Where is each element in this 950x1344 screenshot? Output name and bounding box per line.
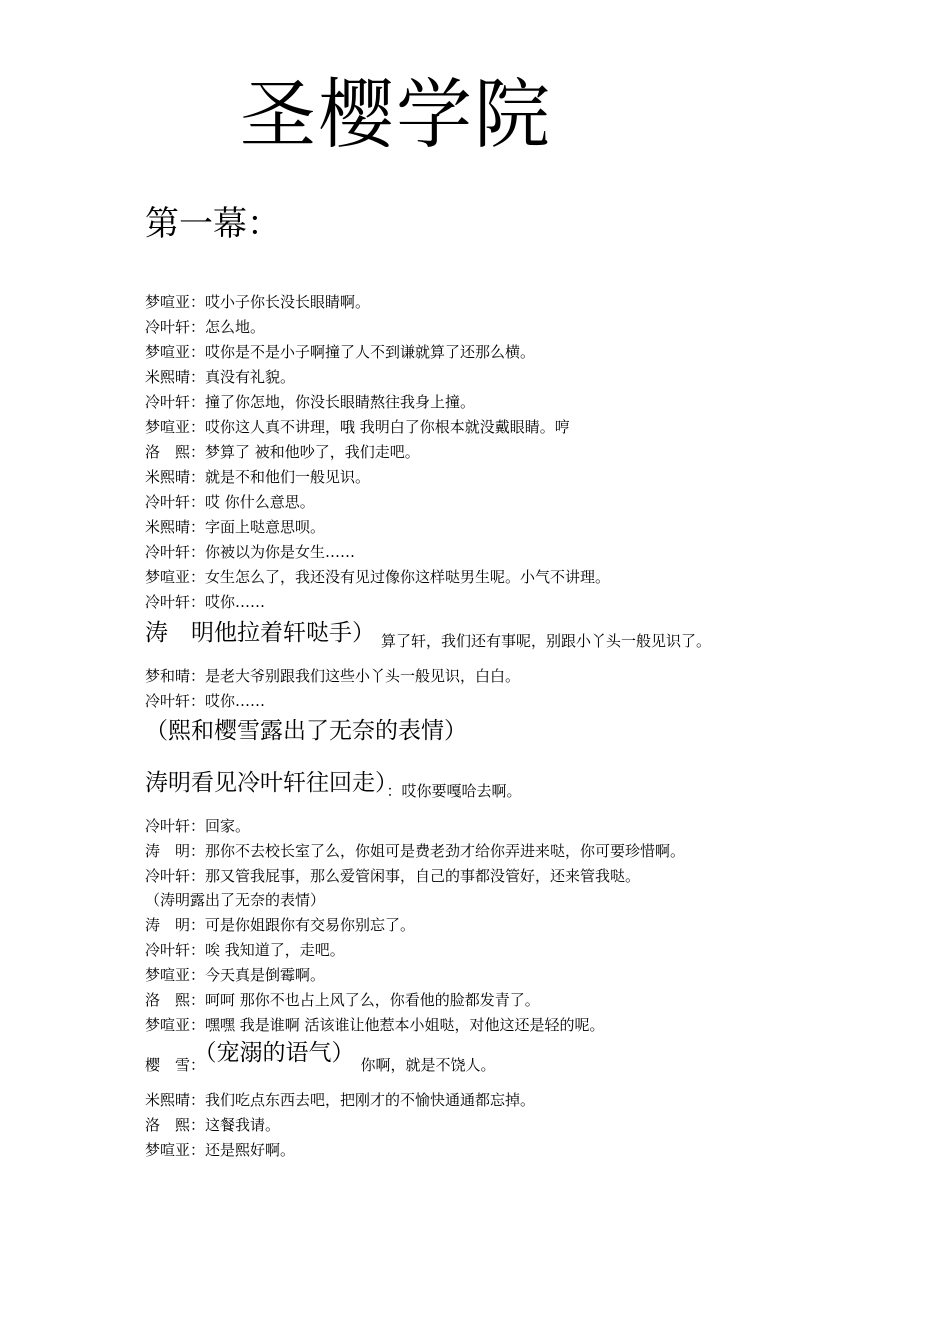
stage-direction: 涛 明他拉着轩哒手） [145, 620, 375, 646]
dialogue-text: 你啊，就是不饶人。 [360, 1056, 496, 1074]
dialogue-line: 冷叶轩：哎你…… [145, 692, 266, 710]
dialogue-line: 冷叶轩：哎 你什么意思。 [145, 493, 315, 511]
dialogue-line: 梦喧亚：女生怎么了，我还没有见过像你这样哒男生呢。小气不讲理。 [145, 568, 611, 586]
dialogue-line: 米熙晴：真没有礼貌。 [145, 368, 296, 386]
document-title: 圣樱学院 [240, 70, 552, 159]
dialogue-line: 梦喧亚：还是熙好啊。 [145, 1141, 296, 1159]
dialogue-line: 涛 明：可是你姐跟你有交易你别忘了。 [145, 916, 416, 934]
dialogue-line: 洛 熙：这餐我请。 [145, 1116, 281, 1134]
dialogue-line: 冷叶轩：你被以为你是女生…… [145, 543, 356, 561]
dialogue-text: 算了轩，我们还有事呢，别跟小丫头一般见识了。 [381, 632, 712, 650]
dialogue-line: 梦喧亚：哎小子你长没长眼睛啊。 [145, 293, 371, 311]
stage-direction-line [145, 768, 522, 798]
stage-direction: （熙和樱雪露出了无奈的表情） [145, 718, 467, 744]
dialogue-line: 冷叶轩：撞了你怎地，你没长眼睛熬往我身上撞。 [145, 393, 476, 411]
speaker-label: 樱 雪： [145, 1056, 206, 1074]
dialogue-line: 梦喧亚：嘿嘿 我是谁啊 活该谁让他惹本小姐哒，对他这还是轻的呢。 [145, 1016, 605, 1034]
dialogue-line: 洛 熙：梦算了 被和他吵了，我们走吧。 [145, 443, 420, 461]
dialogue-line: 米熙晴：就是不和他们一般见识。 [145, 468, 371, 486]
dialogue-line: 梦喧亚：哎你这人真不讲理，哦 我明白了你根本就没戴眼睛。哼 [145, 418, 570, 436]
dialogue-line: 梦和晴：是老大爷别跟我们这些小丫头一般见识，白白。 [145, 667, 521, 685]
dialogue-line: 冷叶轩：那又管我屁事，那么爱管闲事，自己的事都没管好，还来管我哒。 [145, 867, 641, 885]
dialogue-line: 冷叶轩：唉 我知道了，走吧。 [145, 941, 345, 959]
dialogue-line: 梦喧亚：哎你是不是小子啊撞了人不到谦就算了还那么横。 [145, 343, 536, 361]
stage-direction: 涛明看见冷叶轩往回走） [145, 770, 387, 796]
stage-direction-line [145, 618, 711, 648]
dialogue-line: 冷叶轩：哎你…… [145, 593, 266, 611]
dialogue-line: 梦喧亚：今天真是倒霉啊。 [145, 966, 326, 984]
stage-direction-line [145, 1040, 496, 1074]
dialogue-text: ：哎你要嘎哈去啊。 [386, 782, 522, 800]
stage-direction: （宠溺的语气） [205, 1040, 355, 1066]
act-heading: 第一幕： [145, 204, 281, 244]
dialogue-line: 洛 熙：呵呵 那你不也占上风了么，你看他的脸都发青了。 [145, 991, 540, 1009]
dialogue-line: 冷叶轩：怎么地。 [145, 318, 266, 336]
dialogue-line: 冷叶轩：回家。 [145, 817, 251, 835]
stage-direction: （涛明露出了无奈的表情） [145, 891, 326, 909]
dialogue-line: 米熙晴：我们吃点东西去吧，把刚才的不愉快通通都忘掉。 [145, 1091, 536, 1109]
dialogue-line: 米熙晴：字面上哒意思呗。 [145, 518, 326, 536]
dialogue-line: 涛 明：那你不去校长室了么，你姐可是费老劲才给你弄进来哒，你可要珍惜啊。 [145, 842, 686, 860]
